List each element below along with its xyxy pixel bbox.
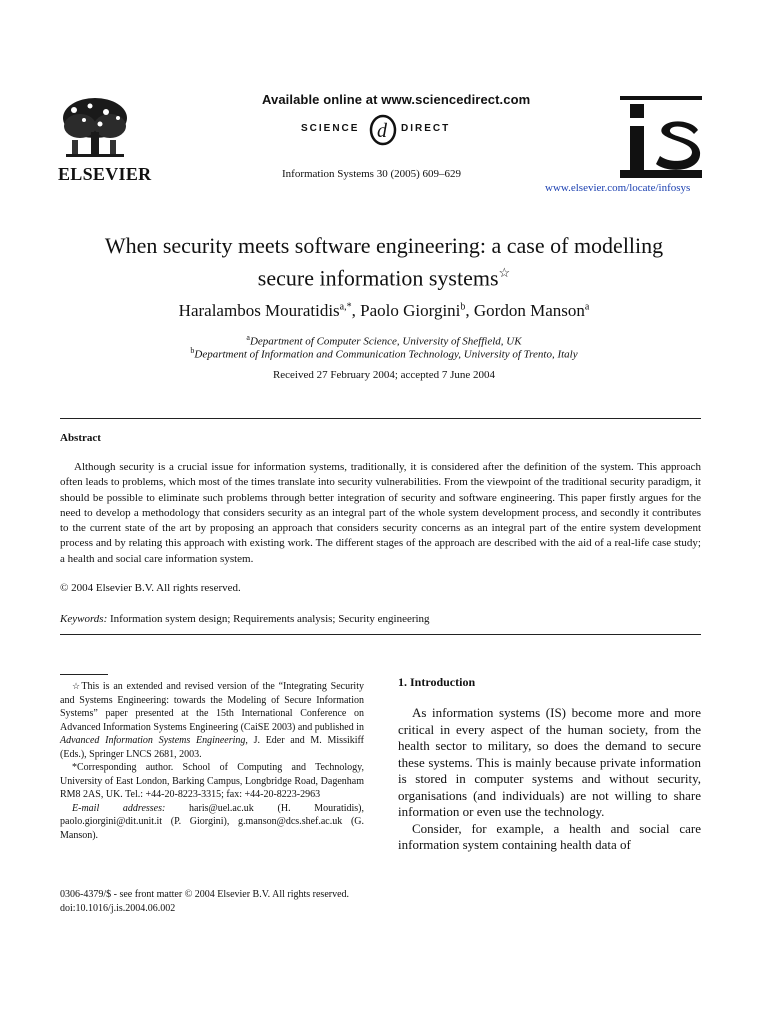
divider [60,634,701,635]
footnote-version-text-b: , J. Eder and M. Missikiff (Eds.), Springer LNCS 2681, 2003. [60,735,364,760]
affiliation-text: Department of Computer Science, University of Sheffield, UK [249,335,522,348]
affiliation-text: Department of Information and Communication Technology, University of Trento, Italy [194,348,578,361]
sciencedirect-left-text: SCIENCE [301,123,360,134]
email-label: E-mail addresses: [72,802,166,814]
title-line-2-text: secure information systems [257,265,499,291]
author-affiliation-mark[interactable]: a,* [339,301,352,313]
doi-link[interactable]: doi:10.1016/j.is.2004.06.002 [60,903,176,914]
footnote-corresponding-author: *Corresponding author. School of Computing and Technology, University of East London, Barking Campus, Longbridge Road, Dagenham RM8 2AS, UK. Tel.: +44-20-8223-3315; fax: +44-20-8223-2963 [60,762,364,800]
footnote-version-text-a: This is an extended and revised version of the “Integrating Security and Systems Engineering: towards the Modeling of Secure Information Systems” paper presented at the 15th International Conference on Advanced Information Systems Engineering (CaiSE 2003) and published in [60,681,364,733]
author-name: Gordon Manson [473,301,585,320]
paragraph: Consider, for example, a health and social care information system containing health data of [398,820,701,852]
abstract-text: Although security is a crucial issue for information systems, traditionally, it is considered after the definition of the system. This approach often leads to problems, which most of the times translate into security vulnerabilities. From the viewpoint of the traditional security paradigm, it should be possible to eliminate such problems through better integration of security and software engineering. This paper firstly argues for the need to develop a methodology that considers security as an integral part of the whole system development process, and secondly it contributes to the current state of the art by proposing an approach that considers security concerns as an integral part of the entire system development process and by relating this approach with existing work. The different stages of the approach are described with the aid of a real-life case study; a health and social care information system. [60,461,701,565]
title-footnote-star[interactable]: ☆ [498,265,511,280]
affiliation [0,346,768,361]
affiliation-mark: b [190,346,195,355]
journal-is-logo [620,96,702,183]
introduction-body [398,705,701,854]
sciencedirect-right-text: DIRECT [401,123,451,134]
keywords-text: Information system design; Requirements analysis; Security engineering [110,613,430,625]
sciencedirect-logo [301,110,481,150]
divider [60,418,701,419]
journal-url-link[interactable]: www.elsevier.com/locate/infosys [545,182,691,194]
footnote-rule [60,674,108,675]
footnote-version [60,680,364,761]
title-line-2 [0,259,768,291]
publisher-wordmark: ELSEVIER [58,164,152,184]
footnote-emails [60,802,364,843]
issn-line: 0306-4379/$ - see front matter © 2004 Elsevier B.V. All rights reserved. [60,889,350,900]
author-list: Haralambos Mouratidis$^{a,*}$, Paolo Giorgini$^b$, Gordon Manson$^a$ [178,301,590,320]
keywords-line [60,613,430,625]
footnotes [60,680,364,842]
author-name: Haralambos Mouratidis [178,301,340,320]
sciencedirect-d-icon [367,110,399,151]
author-name: Paolo Giorgini [360,301,461,320]
journal-citation: Information Systems 30 (2005) 609–629 [282,168,462,180]
article-title [0,232,768,291]
abstract-heading: Abstract [60,432,101,444]
title-line-1: When security meets software engineering: a case of modelling [104,233,664,258]
elsevier-tree-logo [60,96,130,167]
available-online-text: Available online at www.sciencedirect.com [262,92,531,107]
author-affiliation-mark[interactable]: a [584,301,590,313]
author-affiliation-mark[interactable]: b [460,301,466,313]
received-dates: Received 27 February 2004; accepted 7 June 2004 [272,369,496,381]
section-heading-introduction: 1. Introduction [398,675,476,689]
svg-text:d: d [377,120,387,142]
affiliation-mark: a [246,333,250,342]
footnote-version-book: Advanced Information Systems Engineering [60,735,246,746]
paragraph: As information systems (IS) become more and more critical in every aspect of the human society, from the health sector to military, so does the demand to secure these systems. This is mainly because private information is stored in computer systems and without security, organisations (and individuals) are not willing to share information or even use the technology. [398,705,701,819]
abstract-copyright: © 2004 Elsevier B.V. All rights reserved. [60,582,241,594]
footnote-star: ☆ [72,681,82,691]
keywords-label: Keywords: [60,613,108,625]
email-addresses[interactable]: haris@uel.ac.uk (H. Mouratidis), paolo.giorgini@dit.unit.it (P. Giorgini), g.manson@dcs.shef.ac.uk (G. Manson). [60,802,364,841]
